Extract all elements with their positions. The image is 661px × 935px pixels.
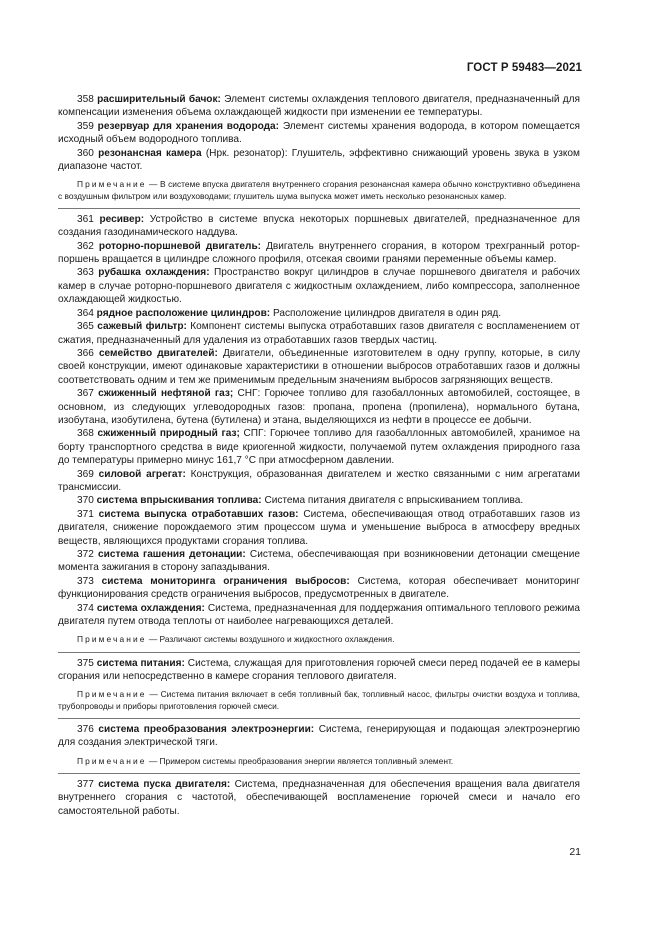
entry-definition: Система, обеспечивающая при возникновении детонации смещение момента зажигания в сторону запаздывания. bbox=[58, 549, 580, 574]
entry-definition: Пространство вокруг цилиндров в случае поршневого двигателя и рабочих камер в случае роторно-поршневого двигателя с жидкостным охлаждением, либо компрессора, заполненное охлаждающей жидкостью. bbox=[58, 267, 580, 306]
term-entry-369 bbox=[58, 468, 580, 495]
entry-number: 365 bbox=[77, 321, 94, 333]
entry-number: 375 bbox=[77, 657, 94, 669]
term-entry-361 bbox=[58, 213, 580, 240]
entry-term: система питания: bbox=[96, 657, 185, 669]
entry-term: сжиженный природный газ; bbox=[97, 428, 240, 440]
entry-term: сажевый фильтр: bbox=[97, 321, 187, 333]
note-label: Примечание bbox=[77, 634, 147, 645]
note-360 bbox=[58, 179, 580, 201]
term-entry-360 bbox=[58, 147, 580, 174]
page-number: 21 bbox=[569, 846, 581, 858]
entry-definition: Двигатель внутреннего сгорания, в котором трехгранный ротор-поршень вращается в цилиндре сложного профиля, отсекая своими гранями переменные объемы камер. bbox=[58, 240, 580, 266]
term-entry-373 bbox=[58, 575, 580, 602]
entry-definition: Система, генерирующая и подающая электроэнергию для создания электрической тяги. bbox=[58, 723, 580, 749]
entry-definition: Устройство в системе впуска некоторых поршневых двигателей, предназначенное для создания газодинамического наддува. bbox=[58, 213, 580, 239]
entry-number: 374 bbox=[77, 602, 94, 614]
term-entry-370 bbox=[58, 494, 580, 507]
entry-number: 367 bbox=[77, 388, 94, 400]
entry-definition: Горючее топливо для газобаллонных автомобилей, хранимое на борту транспортного средства в виде криогенной жидкости, получаемой путем охлаждения природного газа до температуры примерно минус 161,7 °С при атмосферном давлении. bbox=[58, 428, 581, 467]
entry-term: семейство двигателей: bbox=[98, 347, 218, 359]
note-376 bbox=[58, 756, 580, 767]
term-entry-377 bbox=[58, 778, 580, 818]
term-entry-366 bbox=[58, 347, 580, 387]
note-label: Примечание bbox=[77, 755, 147, 766]
entry-term: резонансная камера bbox=[98, 147, 202, 159]
entry-number: 360 bbox=[77, 147, 94, 159]
note-374 bbox=[58, 634, 580, 645]
divider bbox=[58, 208, 580, 209]
divider bbox=[58, 652, 580, 653]
entry-term: силовой агрегат: bbox=[98, 468, 186, 480]
note-text: — Система питания включает в себя топливный бак, топливный насос, фильтры очистки воздуха и топлива, трубопроводы и приборы приготовления горючей смеси. bbox=[58, 689, 581, 711]
entry-definition: Элемент системы хранения водорода, в котором помещается исходный объем водородного топлива. bbox=[58, 120, 581, 146]
entry-alt-term: (Нрк. резонатор): bbox=[205, 147, 288, 159]
term-entry-376 bbox=[58, 723, 580, 750]
entry-alt-term: СПГ: bbox=[243, 428, 267, 440]
entry-definition: Система, обеспечивающая отвод отработавших газов из двигателя, снижение порождаемого этим процессом шума и уменьшение выброса в атмосферу вредных веществ, являющихся продуктами сгорания топлива. bbox=[58, 508, 581, 547]
entry-number: 361 bbox=[77, 213, 94, 225]
entry-number: 364 bbox=[77, 307, 94, 319]
document-body bbox=[58, 93, 580, 818]
entry-number: 358 bbox=[77, 94, 94, 105]
term-entry-362 bbox=[58, 240, 580, 267]
divider bbox=[58, 773, 580, 774]
entry-term: сжиженный нефтяной газ; bbox=[98, 388, 234, 400]
term-entry-375 bbox=[58, 657, 580, 684]
entry-term: система впрыскивания топлива: bbox=[96, 495, 262, 507]
entry-definition: Система, служащая для приготовления горючей смеси перед подачей ее в камеры сгорания или непосредственно в камере сгорания теплового двигателя. bbox=[58, 657, 580, 683]
entry-term: система преобразования электроэнергии: bbox=[98, 723, 315, 735]
entry-alt-term: СНГ: bbox=[237, 388, 261, 400]
entry-number: 371 bbox=[77, 508, 94, 520]
term-entry-365 bbox=[58, 320, 580, 347]
term-entry-374 bbox=[58, 602, 580, 629]
entry-number: 369 bbox=[77, 468, 94, 480]
entry-number: 376 bbox=[77, 723, 94, 735]
entry-number: 359 bbox=[77, 120, 94, 132]
entry-definition: Расположение цилиндров двигателя в один ряд. bbox=[272, 307, 502, 319]
entry-number: 363 bbox=[77, 267, 94, 279]
term-entry-364 bbox=[58, 307, 580, 320]
entry-definition: Конструкция, образованная двигателем и жестко связанными с ним агрегатами трансмиссии. bbox=[58, 468, 580, 493]
entry-term: система охлаждения: bbox=[96, 602, 205, 614]
term-entry-367 bbox=[58, 387, 580, 427]
entry-definition: Система, предназначенная для поддержания оптимального теплового режима двигателя путем отвода теплоты от наиболее нагревающихся деталей. bbox=[58, 602, 580, 628]
entry-number: 377 bbox=[77, 778, 94, 790]
divider bbox=[58, 718, 580, 719]
note-label: Примечание bbox=[77, 179, 147, 190]
entry-number: 368 bbox=[77, 428, 94, 440]
entry-term: ресивер: bbox=[99, 213, 145, 225]
entry-term: система пуска двигателя: bbox=[98, 778, 231, 790]
note-375 bbox=[58, 689, 580, 711]
entry-term: резервуар для хранения водорода: bbox=[97, 120, 280, 132]
term-entry-371 bbox=[58, 508, 580, 548]
entry-definition: Система, предназначенная для обеспечения вращения вала двигателя внутреннего сгорания с частотой, обеспечивающей воспламенение горючей смеси и начало его самостоятельной работы. bbox=[58, 778, 581, 817]
entry-term: рядное расположение цилиндров: bbox=[96, 307, 271, 319]
entry-number: 370 bbox=[77, 495, 94, 507]
note-label: Примечание bbox=[77, 689, 147, 700]
entry-definition: Горючее топливо для газобаллонных автомобилей, состоящее, в основном, из следующих углеводородных газов: пропана, пропена (пропилена), нормального бутана, изобутана, изобутилена, бутена (бутилена) и этана, выделяющихся из нефти в процессе ее добычи. bbox=[58, 388, 580, 426]
entry-term: система мониторинга ограничения выбросов: bbox=[101, 575, 350, 587]
entry-term: расширительный бачок: bbox=[97, 94, 221, 105]
term-entry-358 bbox=[58, 93, 580, 120]
entry-definition: Двигатели, объединенные изготовителем в одну группу, которые, в силу своей конструкции, имеют одинаковые характеристики в отношении выбросов отработавших газов и должны соответствовать одним и тем же применимым предельным значениям выбросов загрязняющих веществ. bbox=[58, 347, 580, 386]
entry-number: 373 bbox=[77, 575, 94, 587]
entry-term: система выпуска отработавших газов: bbox=[98, 508, 299, 520]
entry-term: рубашка охлаждения: bbox=[98, 267, 210, 279]
entry-number: 372 bbox=[77, 549, 94, 560]
document-standard-id: ГОСТ Р 59483—2021 bbox=[466, 62, 582, 74]
entry-term: система гашения детонации: bbox=[98, 549, 246, 560]
note-text: — Различают системы воздушного и жидкостного охлаждения. bbox=[148, 634, 395, 645]
entry-definition: Глушитель, эффективно снижающий уровень звука в узком диапазоне частот. bbox=[58, 147, 580, 173]
note-text: — Примером системы преобразования энергии является топливный элемент. bbox=[148, 755, 454, 766]
term-entry-359 bbox=[58, 120, 580, 147]
entry-number: 366 bbox=[77, 347, 94, 359]
entry-definition: Система питания двигателя с впрыскиванием топлива. bbox=[264, 495, 524, 507]
entry-definition: Система, которая обеспечивает мониторинг функционирования средств ограничения выбросов, предусмотренных в двигателе. bbox=[58, 575, 580, 601]
entry-term: роторно-поршневой двигатель: bbox=[98, 240, 262, 252]
term-entry-363 bbox=[58, 266, 580, 306]
entry-definition: Элемент системы охлаждения теплового двигателя, предназначенный для компенсации изменения объема охлаждающей жидкости при изменении ее температуры. bbox=[58, 94, 580, 119]
term-entry-368 bbox=[58, 427, 580, 467]
note-text: — В системе впуска двигателя внутреннего сгорания резонансная камера обычно конструктивно объединена с воздушным фильтром или воздуховодами; глушитель шума выпуска может иметь несколько резонансных камер. bbox=[58, 179, 580, 201]
entry-definition: Компонент системы выпуска отработавших газов двигателя с воспламенением от сжатия, предназначенный для удаления из отработавших газов твердых частиц. bbox=[58, 321, 581, 346]
term-entry-372 bbox=[58, 548, 580, 575]
entry-number: 362 bbox=[77, 240, 94, 252]
